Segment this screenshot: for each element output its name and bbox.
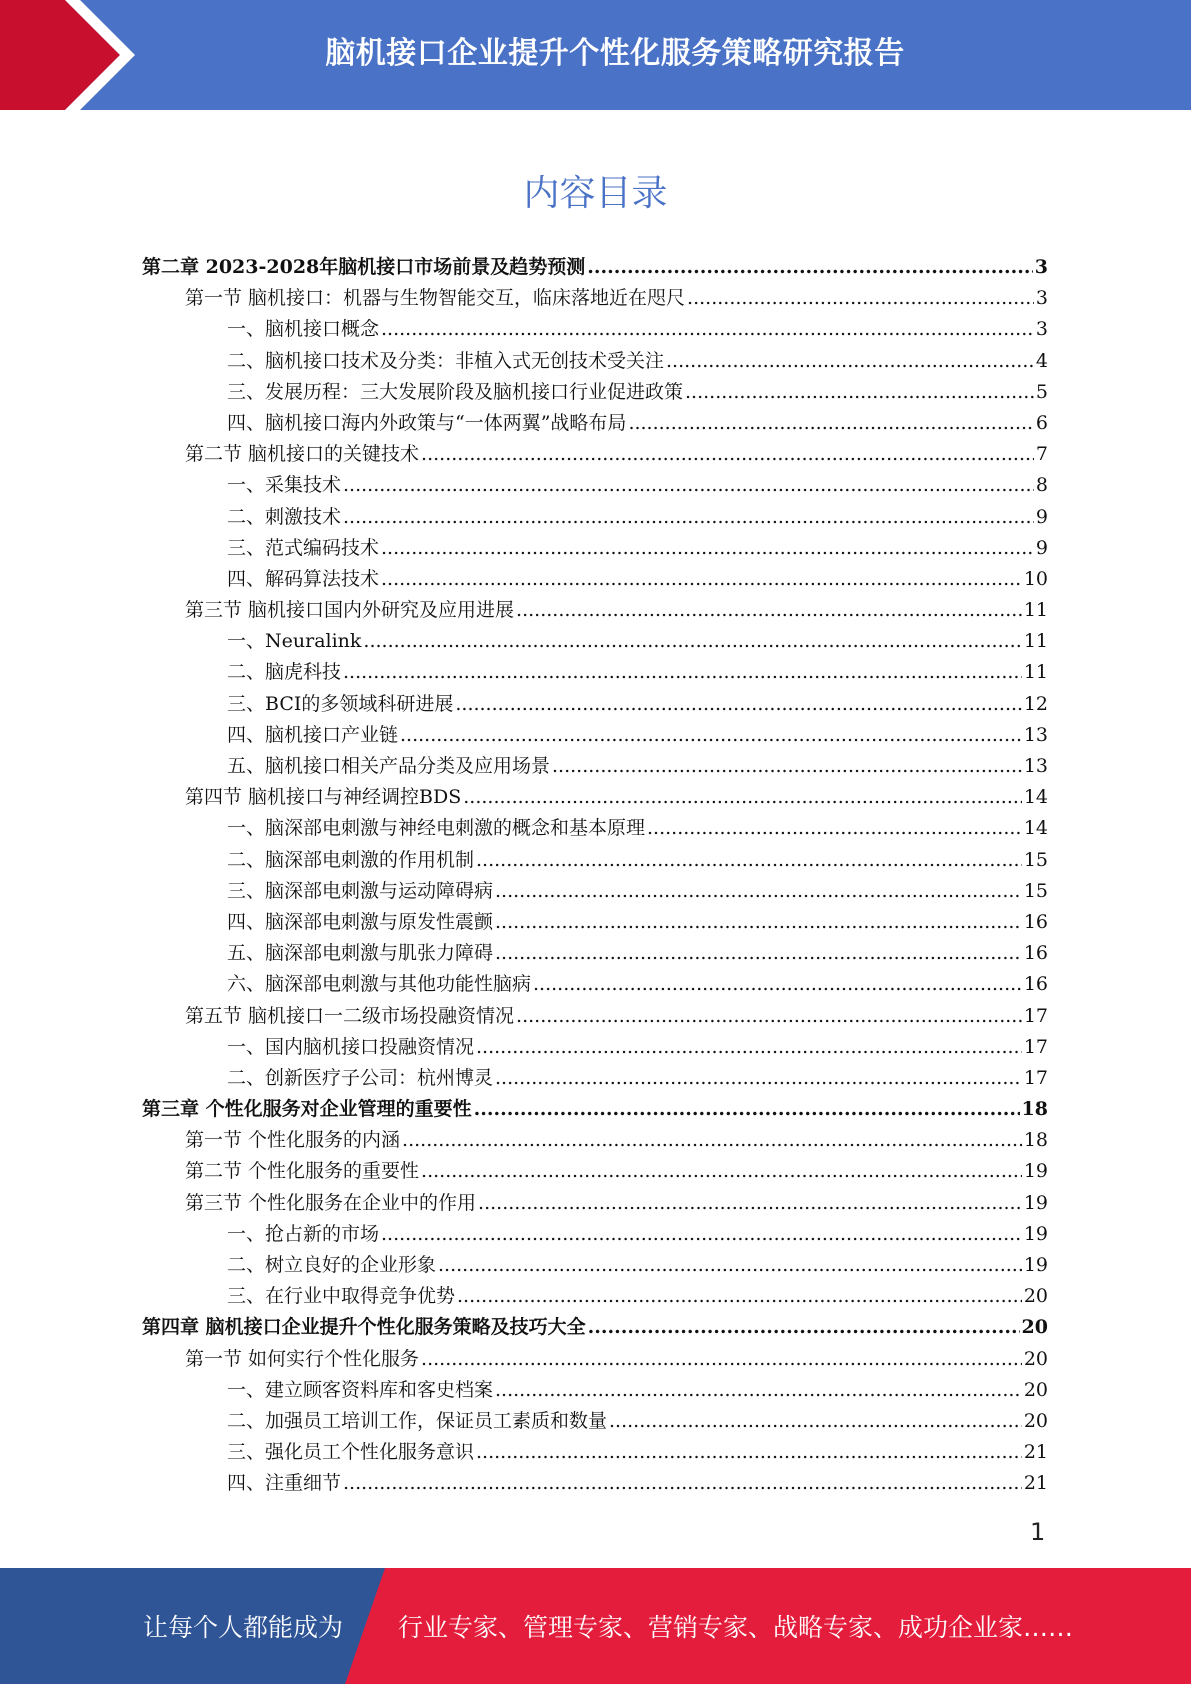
page-footer <box>0 1568 1191 1684</box>
toc-dot-leader <box>588 1312 1020 1343</box>
toc-dot-leader <box>495 938 1022 969</box>
toc-entry-label: 第二节 个性化服务的重要性 <box>185 1160 420 1183</box>
toc-subsection-entry[interactable] <box>142 969 1048 1000</box>
toc-entry-label: 五、脑机接口相关产品分类及应用场景 <box>227 755 551 777</box>
toc-section-entry[interactable] <box>142 595 1048 626</box>
toc-entry-label: 六、脑深部电刺激与其他功能性脑病 <box>227 973 532 996</box>
toc-dot-leader <box>609 1406 1022 1437</box>
toc-entry-page: 5 <box>1035 380 1048 403</box>
toc-entry-label: 四、注重细节 <box>227 1472 342 1495</box>
toc-entry-label: 四、脑机接口产业链 <box>227 723 399 746</box>
toc-dot-leader <box>438 1250 1022 1281</box>
toc-entry-page: 20 <box>1023 1347 1048 1370</box>
toc-dot-leader <box>685 377 1034 408</box>
toc-entry-label: 四、脑深部电刺激与原发性震颤 <box>227 910 494 933</box>
toc-entry-page: 14 <box>1023 786 1048 809</box>
toc-entry-label: 第三章 个性化服务对企业管理的重要性 <box>142 1098 472 1121</box>
toc-entry-page: 10 <box>1023 567 1048 590</box>
toc-dot-leader <box>343 657 1022 688</box>
toc-entry-label: 二、脑深部电刺激的作用机制 <box>227 848 475 871</box>
toc-dot-leader <box>474 1094 1020 1125</box>
footer-slogan-left: 让每个人都能成为 <box>143 1613 344 1642</box>
toc-subsection-entry[interactable] <box>142 377 1048 408</box>
toc-section-entry[interactable] <box>142 1125 1048 1156</box>
toc-subsection-entry[interactable] <box>142 1406 1048 1437</box>
toc-entry-label: 三、BCI的多领域科研进展 <box>227 692 454 715</box>
table-of-contents <box>142 252 1048 1500</box>
toc-entry-label: 第三节 个性化服务在企业中的作用 <box>185 1191 477 1214</box>
toc-entry-page: 16 <box>1023 910 1048 933</box>
toc-subsection-entry[interactable] <box>142 1032 1048 1063</box>
toc-dot-leader <box>476 1437 1022 1468</box>
toc-dot-leader <box>457 1281 1022 1312</box>
toc-subsection-entry[interactable] <box>142 533 1048 564</box>
toc-entry-label: 二、加强员工培训工作，保证员工素质和数量 <box>227 1409 608 1432</box>
toc-subsection-entry[interactable] <box>142 1281 1048 1312</box>
toc-entry-label: 二、创新医疗子公司：杭州博灵 <box>227 1066 494 1089</box>
toc-entry-page: 19 <box>1023 1222 1048 1245</box>
toc-dot-leader <box>587 252 1033 283</box>
toc-entry-label: 三、脑深部电刺激与运动障碍病 <box>227 879 494 902</box>
toc-entry-page: 14 <box>1023 817 1048 840</box>
toc-entry-label: 一、国内脑机接口投融资情况 <box>227 1035 475 1058</box>
toc-entry-page: 19 <box>1023 1191 1048 1214</box>
toc-entry-label: 第四章 脑机接口企业提升个性化服务策略及技巧大全 <box>142 1316 586 1339</box>
toc-entry-page: 21 <box>1023 1472 1048 1495</box>
toc-entry-page: 17 <box>1023 1004 1048 1027</box>
toc-section-entry[interactable] <box>142 1188 1048 1219</box>
toc-entry-label: 第一节 脑机接口：机器与生物智能交互，临床落地近在咫尺 <box>185 287 686 310</box>
toc-entry-page: 20 <box>1023 1285 1048 1308</box>
toc-entry-page: 18 <box>1023 1129 1048 1152</box>
toc-dot-leader <box>666 346 1034 377</box>
toc-entry-page: 3 <box>1034 256 1048 278</box>
toc-section-entry[interactable] <box>142 782 1048 813</box>
toc-entry-page: 20 <box>1021 1316 1048 1339</box>
toc-dot-leader <box>478 1188 1022 1219</box>
toc-dot-leader <box>363 626 1021 657</box>
toc-entry-page: 13 <box>1023 755 1048 777</box>
toc-subsection-entry[interactable] <box>142 720 1048 751</box>
toc-subsection-entry[interactable] <box>142 938 1048 969</box>
toc-entry-page: 19 <box>1023 1160 1048 1183</box>
toc-entry-label: 一、采集技术 <box>227 474 342 497</box>
toc-subsection-entry[interactable] <box>142 314 1048 345</box>
toc-subsection-entry[interactable] <box>142 1063 1048 1094</box>
toc-section-entry[interactable] <box>142 1001 1048 1032</box>
toc-entry-page: 12 <box>1023 692 1048 715</box>
toc-entry-label: 第四节 脑机接口与神经调控BDS <box>185 786 462 809</box>
toc-entry-label: 一、脑深部电刺激与神经电刺激的概念和基本原理 <box>227 817 646 840</box>
toc-subsection-entry[interactable] <box>142 1219 1048 1250</box>
toc-dot-leader <box>421 439 1034 470</box>
toc-heading: 内容目录 <box>523 173 668 214</box>
toc-dot-leader <box>343 470 1034 501</box>
toc-entry-page: 20 <box>1023 1378 1048 1401</box>
toc-subsection-entry[interactable] <box>142 657 1048 688</box>
toc-dot-leader <box>687 283 1034 314</box>
toc-dot-leader <box>495 1375 1022 1406</box>
toc-entry-label: 四、解码算法技术 <box>227 567 380 590</box>
report-title: 脑机接口企业提升个性化服务策略研究报告 <box>325 36 905 71</box>
toc-entry-page: 11 <box>1023 599 1048 622</box>
toc-dot-leader <box>381 314 1034 345</box>
toc-subsection-entry[interactable] <box>142 813 1048 844</box>
toc-entry-page: 20 <box>1023 1409 1048 1432</box>
toc-subsection-entry[interactable] <box>142 470 1048 501</box>
toc-chapter-entry[interactable] <box>142 1312 1048 1343</box>
toc-entry-page: 9 <box>1035 505 1048 528</box>
toc-entry-label: 三、强化员工个性化服务意识 <box>227 1441 475 1464</box>
toc-subsection-entry[interactable] <box>142 408 1048 439</box>
toc-entry-label: 二、树立良好的企业形象 <box>227 1254 437 1276</box>
footer-slogan-right: 行业专家、管理专家、营销专家、战略专家、成功企业家…… <box>398 1613 1074 1642</box>
toc-entry-page: 13 <box>1023 723 1048 746</box>
toc-subsection-entry[interactable] <box>142 689 1048 720</box>
toc-entry-page: 19 <box>1023 1254 1048 1276</box>
toc-entry-page: 16 <box>1023 973 1048 996</box>
toc-entry-label: 一、抢占新的市场 <box>227 1222 380 1245</box>
toc-section-entry[interactable] <box>142 1156 1048 1187</box>
toc-dot-leader <box>516 595 1022 626</box>
toc-entry-label: 第二章 2023-2028年脑机接口市场前景及趋势预测 <box>142 256 586 278</box>
toc-entry-label: 二、脑机接口技术及分类：非植入式无创技术受关注 <box>227 349 665 372</box>
toc-subsection-entry[interactable] <box>142 1375 1048 1406</box>
toc-entry-label: 四、脑机接口海内外政策与“一体两翼”战略布局 <box>227 411 627 434</box>
toc-entry-page: 11 <box>1023 630 1048 653</box>
toc-entry-page: 18 <box>1021 1098 1048 1121</box>
toc-entry-page: 11 <box>1023 661 1048 684</box>
toc-entry-label: 三、在行业中取得竞争优势 <box>227 1285 456 1308</box>
toc-entry-label: 第一节 个性化服务的内涵 <box>185 1129 401 1152</box>
toc-dot-leader <box>463 782 1022 813</box>
toc-subsection-entry[interactable] <box>142 1468 1048 1499</box>
toc-subsection-entry[interactable] <box>142 1437 1048 1468</box>
toc-dot-leader <box>343 502 1034 533</box>
toc-entry-label: 第一节 如何实行个性化服务 <box>185 1347 420 1370</box>
toc-dot-leader <box>495 1063 1022 1094</box>
toc-subsection-entry[interactable] <box>142 626 1048 657</box>
toc-entry-page: 3 <box>1035 318 1048 341</box>
toc-dot-leader <box>381 1219 1022 1250</box>
toc-entry-page: 17 <box>1023 1066 1048 1089</box>
toc-entry-label: 五、脑深部电刺激与肌张力障碍 <box>227 942 494 965</box>
toc-subsection-entry[interactable] <box>142 876 1048 907</box>
toc-entry-label: 二、刺激技术 <box>227 505 342 528</box>
toc-dot-leader <box>381 533 1034 564</box>
toc-entry-page: 8 <box>1035 474 1048 497</box>
toc-subsection-entry[interactable] <box>142 1250 1048 1281</box>
toc-chapter-entry[interactable] <box>142 252 1048 283</box>
page-header <box>0 0 1191 110</box>
toc-entry-label: 二、脑虎科技 <box>227 661 342 684</box>
toc-subsection-entry[interactable] <box>142 502 1048 533</box>
toc-entry-label: 第二节 脑机接口的关键技术 <box>185 443 420 466</box>
toc-entry-page: 21 <box>1023 1441 1048 1464</box>
toc-entry-page: 15 <box>1023 879 1048 902</box>
toc-entry-label: 一、Neuralink <box>227 630 362 653</box>
toc-subsection-entry[interactable] <box>142 845 1048 876</box>
toc-subsection-entry[interactable] <box>142 751 1048 782</box>
page-number: 1 <box>1030 1518 1046 1546</box>
toc-section-entry[interactable] <box>142 1344 1048 1375</box>
toc-chapter-entry[interactable] <box>142 1094 1048 1125</box>
toc-dot-leader <box>343 1468 1022 1499</box>
toc-subsection-entry[interactable] <box>142 907 1048 938</box>
toc-entry-label: 一、建立顾客资料库和客史档案 <box>227 1378 494 1401</box>
toc-dot-leader <box>552 751 1022 782</box>
toc-entry-label: 三、发展历程：三大发展阶段及脑机接口行业促进政策 <box>227 380 684 403</box>
toc-entry-label: 一、脑机接口概念 <box>227 318 380 341</box>
toc-entry-page: 7 <box>1035 443 1048 466</box>
toc-entry-page: 3 <box>1035 287 1048 310</box>
toc-entry-page: 4 <box>1035 349 1048 372</box>
toc-dot-leader <box>402 1125 1022 1156</box>
toc-entry-page: 6 <box>1035 411 1048 434</box>
toc-subsection-entry[interactable] <box>142 346 1048 377</box>
toc-dot-leader <box>495 907 1022 938</box>
toc-dot-leader <box>647 813 1022 844</box>
toc-dot-leader <box>421 1344 1022 1375</box>
toc-dot-leader <box>476 845 1022 876</box>
toc-subsection-entry[interactable] <box>142 564 1048 595</box>
toc-entry-page: 15 <box>1023 848 1048 871</box>
toc-dot-leader <box>421 1156 1022 1187</box>
toc-dot-leader <box>533 969 1022 1000</box>
toc-entry-page: 16 <box>1023 942 1048 965</box>
toc-section-entry[interactable] <box>142 283 1048 314</box>
toc-entry-page: 9 <box>1035 536 1048 559</box>
toc-dot-leader <box>516 1001 1022 1032</box>
toc-entry-page: 17 <box>1023 1035 1048 1058</box>
toc-section-entry[interactable] <box>142 439 1048 470</box>
toc-dot-leader <box>495 876 1022 907</box>
toc-dot-leader <box>400 720 1022 751</box>
header-chevron-decoration <box>0 0 150 110</box>
toc-entry-label: 第三节 脑机接口国内外研究及应用进展 <box>185 599 515 622</box>
toc-dot-leader <box>476 1032 1022 1063</box>
toc-dot-leader <box>381 564 1022 595</box>
toc-entry-label: 三、范式编码技术 <box>227 536 380 559</box>
toc-dot-leader <box>455 689 1021 720</box>
toc-entry-label: 第五节 脑机接口一二级市场投融资情况 <box>185 1004 515 1027</box>
toc-dot-leader <box>628 408 1033 439</box>
